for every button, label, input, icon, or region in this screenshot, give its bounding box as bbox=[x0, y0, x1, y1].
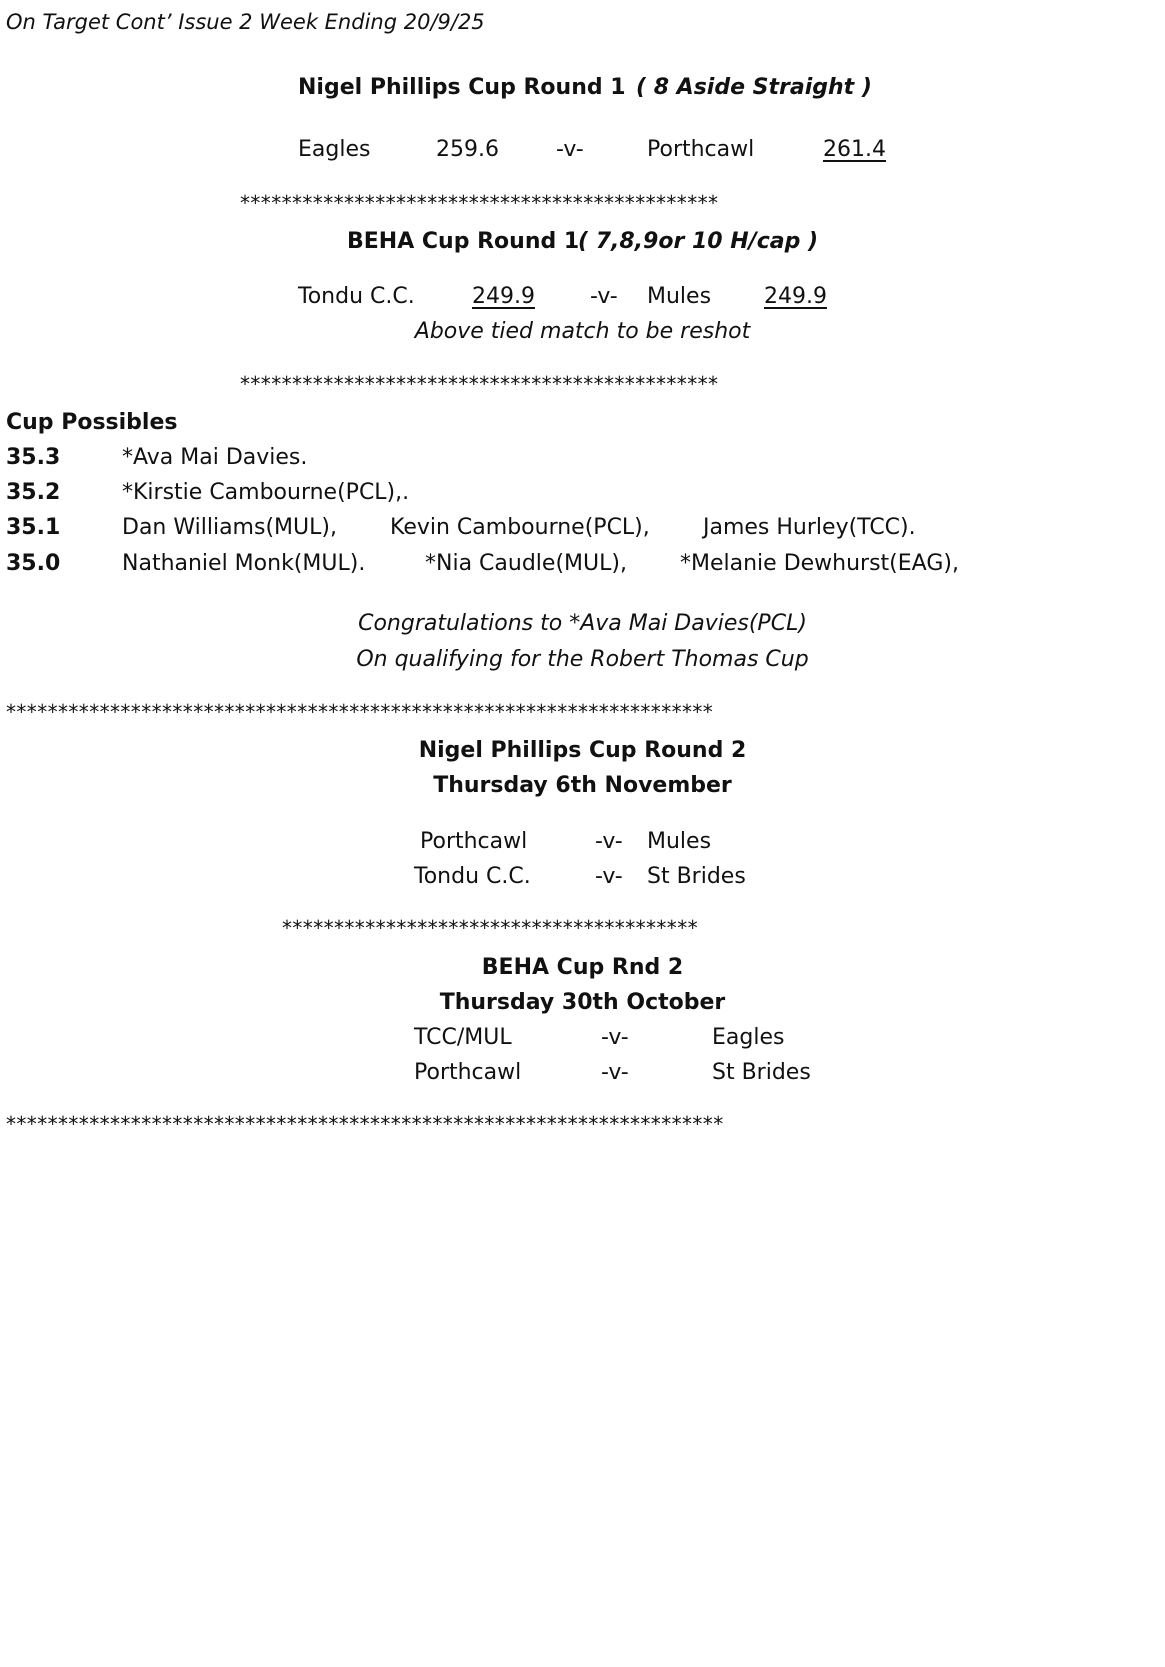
team-name: Tondu C.C. bbox=[298, 284, 415, 309]
shooter-name: Dan Williams(MUL), bbox=[122, 515, 337, 540]
beha-round1-subtitle: ( 7,8,9or 10 H/cap ) bbox=[578, 229, 819, 254]
away-team: St Brides bbox=[647, 864, 746, 889]
home-team: TCC/MUL bbox=[414, 1025, 512, 1050]
shooter-name: *Nia Caudle(MUL), bbox=[425, 551, 627, 576]
congrats-line: On qualifying for the Robert Thomas Cup bbox=[356, 647, 809, 672]
versus: -v- bbox=[595, 864, 623, 889]
shooter-name: *Kirstie Cambourne(PCL),. bbox=[122, 480, 410, 505]
possible-score: 35.0 bbox=[6, 551, 61, 576]
np-round1-title: Nigel Phillips Cup Round 1 bbox=[298, 75, 626, 100]
cup-possibles-heading: Cup Possibles bbox=[6, 410, 178, 435]
shooter-name: *Ava Mai Davies. bbox=[122, 445, 308, 470]
versus: -v- bbox=[556, 137, 584, 162]
team-score: 249.9 bbox=[764, 284, 827, 309]
versus: -v- bbox=[601, 1060, 629, 1085]
beha-round2-title: BEHA Cup Rnd 2 bbox=[481, 955, 684, 980]
np-round2-date: Thursday 6th November bbox=[433, 773, 732, 798]
shooter-name: Nathaniel Monk(MUL). bbox=[122, 551, 366, 576]
separator: ********************************************** bbox=[240, 191, 719, 215]
team-name: Mules bbox=[647, 284, 712, 309]
home-team: Tondu C.C. bbox=[414, 864, 531, 889]
possible-score: 35.2 bbox=[6, 480, 61, 505]
beha-round1-title: BEHA Cup Round 1 bbox=[347, 229, 580, 254]
beha-round2-date: Thursday 30th October bbox=[439, 990, 726, 1015]
team-name: Eagles bbox=[298, 137, 371, 162]
away-team: Mules bbox=[647, 829, 712, 854]
shooter-name: *Melanie Dewhurst(EAG), bbox=[680, 551, 959, 576]
np-round2-title: Nigel Phillips Cup Round 2 bbox=[418, 738, 747, 763]
versus: -v- bbox=[601, 1025, 629, 1050]
team-name: Porthcawl bbox=[647, 137, 755, 162]
page-header: On Target Cont’ Issue 2 Week Ending 20/9/25 bbox=[6, 10, 485, 34]
possible-score: 35.3 bbox=[6, 445, 61, 470]
separator: **************************************** bbox=[282, 916, 698, 940]
away-team: Eagles bbox=[712, 1025, 785, 1050]
team-score: 259.6 bbox=[436, 137, 499, 162]
away-team: St Brides bbox=[712, 1060, 811, 1085]
separator: ********************************************** bbox=[240, 372, 719, 396]
versus: -v- bbox=[595, 829, 623, 854]
shooter-name: James Hurley(TCC). bbox=[703, 515, 916, 540]
home-team: Porthcawl bbox=[414, 1060, 522, 1085]
tie-note: Above tied match to be reshot bbox=[414, 319, 751, 344]
separator: ******************************************************************** bbox=[6, 700, 714, 724]
team-score: 249.9 bbox=[472, 284, 535, 309]
team-score-winner: 261.4 bbox=[823, 137, 886, 162]
possible-score: 35.1 bbox=[6, 515, 61, 540]
home-team: Porthcawl bbox=[420, 829, 528, 854]
np-round1-subtitle: ( 8 Aside Straight ) bbox=[636, 75, 872, 100]
shooter-name: Kevin Cambourne(PCL), bbox=[390, 515, 650, 540]
congrats-line: Congratulations to *Ava Mai Davies(PCL) bbox=[358, 611, 807, 636]
versus: -v- bbox=[590, 284, 618, 309]
separator: ********************************************************************* bbox=[6, 1112, 724, 1136]
